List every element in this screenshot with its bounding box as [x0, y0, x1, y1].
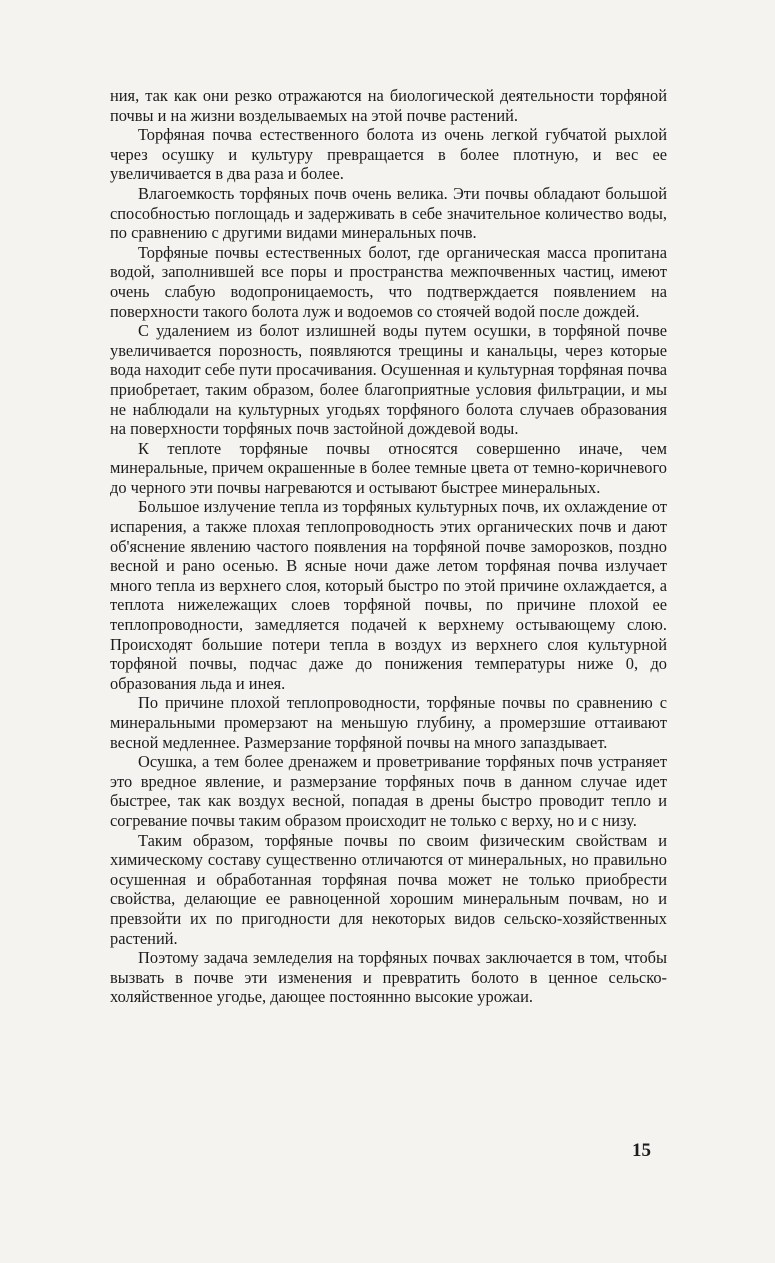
paragraph-5: С удалением из болот излишней воды путем осушки, в торфяной почве увеличивается порозность, появляются трещины и канальцы, через которые вода находит себе пути просачивания. Осушенная и культурная торфяная почва приобретает, таким образом, более благоприятные условия фильтрации, и мы не наблюдали на культурных угодьях торфяного болота случаев образования на поверхности торфяных почв застойной дождевой воды. — [110, 321, 667, 439]
paragraph-6: К теплоте торфяные почвы относятся совершенно иначе, чем минеральные, причем окрашенные в более темные цвета от темно-коричневого до черного эти почвы нагреваются и остывают быстрее минеральных. — [110, 438, 667, 497]
paragraph-1: ния, так как они резко отражаются на биологической деятельности торфяной почвы и на жизни возделываемых на этой почве растений. — [110, 86, 667, 125]
paragraph-2: Торфяная почва естественного болота из очень легкой губчатой рыхлой через осушку и культуру превращается в более плотную, и вес ее увеличивается в два раза и более. — [110, 125, 667, 184]
paragraph-8: По причине плохой теплопроводности, торфяные почвы по сравнению с минеральными промерзают на меньшую глубину, а промерзшие оттаивают весной медленнее. Размерзание торфяной почвы на много запаздывает. — [110, 693, 667, 752]
paragraph-3: Влагоемкость торфяных почв очень велика. Эти почвы обладают большой способностью поглощадь и задерживать в себе значительное количество воды, по сравнению с другими видами минеральных почв. — [110, 183, 667, 243]
paragraph-4: Торфяные почвы естественных болот, где органическая масса пропитана водой, заполнившей все поры и пространства межпочвенных частиц, имеют очень слабую водопроницаемость, что подтверждается появлением на поверхности такого болота луж и водоемов со стоячей водой после дождей. — [110, 242, 667, 321]
paragraph-7: Большое излучение тепла из торфяных культурных почв, их охлаждение от испарения, а также плохая теплопроводность этих органических почв и дают об'яснение явлению частого появления на торфяной почве заморозков, поздно весной и рано осенью. В ясные ночи даже летом торфяная почва излучает много тепла из верхнего слоя, который быстро по этой причине охлаждается, а теплота нижележащих слоев торфяной почвы, по причине плохой ее теплопроводности, замедляется подачей к верхнему остывающему слою. Происходят большие потери тепла в воздух из верхнего слоя культурной торфяной почвы, подчас даже до понижения температуры ниже 0, до образования льда и инея. — [110, 497, 667, 693]
page-number: 15 — [632, 1140, 651, 1161]
paragraph-11: Поэтому задача земледелия на торфяных почвах заключается в том, чтобы вызвать в почве эти изменения и превратить болото в ценное сельско-холяйственное угодье, дающее постояннно высокие урожаи. — [110, 948, 667, 1007]
paragraph-9: Осушка, а тем более дренажем и проветривание торфяных почв устраняет это вредное явление, и размерзание торфяных почв в данном случае идет быстрее, так как воздух весной, попадая в дрены быстро проводит тепло и согревание почвы таким образом происходит не только с верху, но и с низу. — [110, 752, 667, 830]
paragraph-10: Таким образом, торфяные почвы по своим физическим свойствам и химическому составу существенно отличаются от минеральных, но правильно осушенная и обработанная торфяная почва может не только приобрести свойства, делающие ее равноценной хорошим минеральным почвам, но и превзойти их по пригодности для некоторых видов сельско-хозяйственных растений. — [110, 830, 667, 948]
body-text — [110, 86, 667, 1007]
